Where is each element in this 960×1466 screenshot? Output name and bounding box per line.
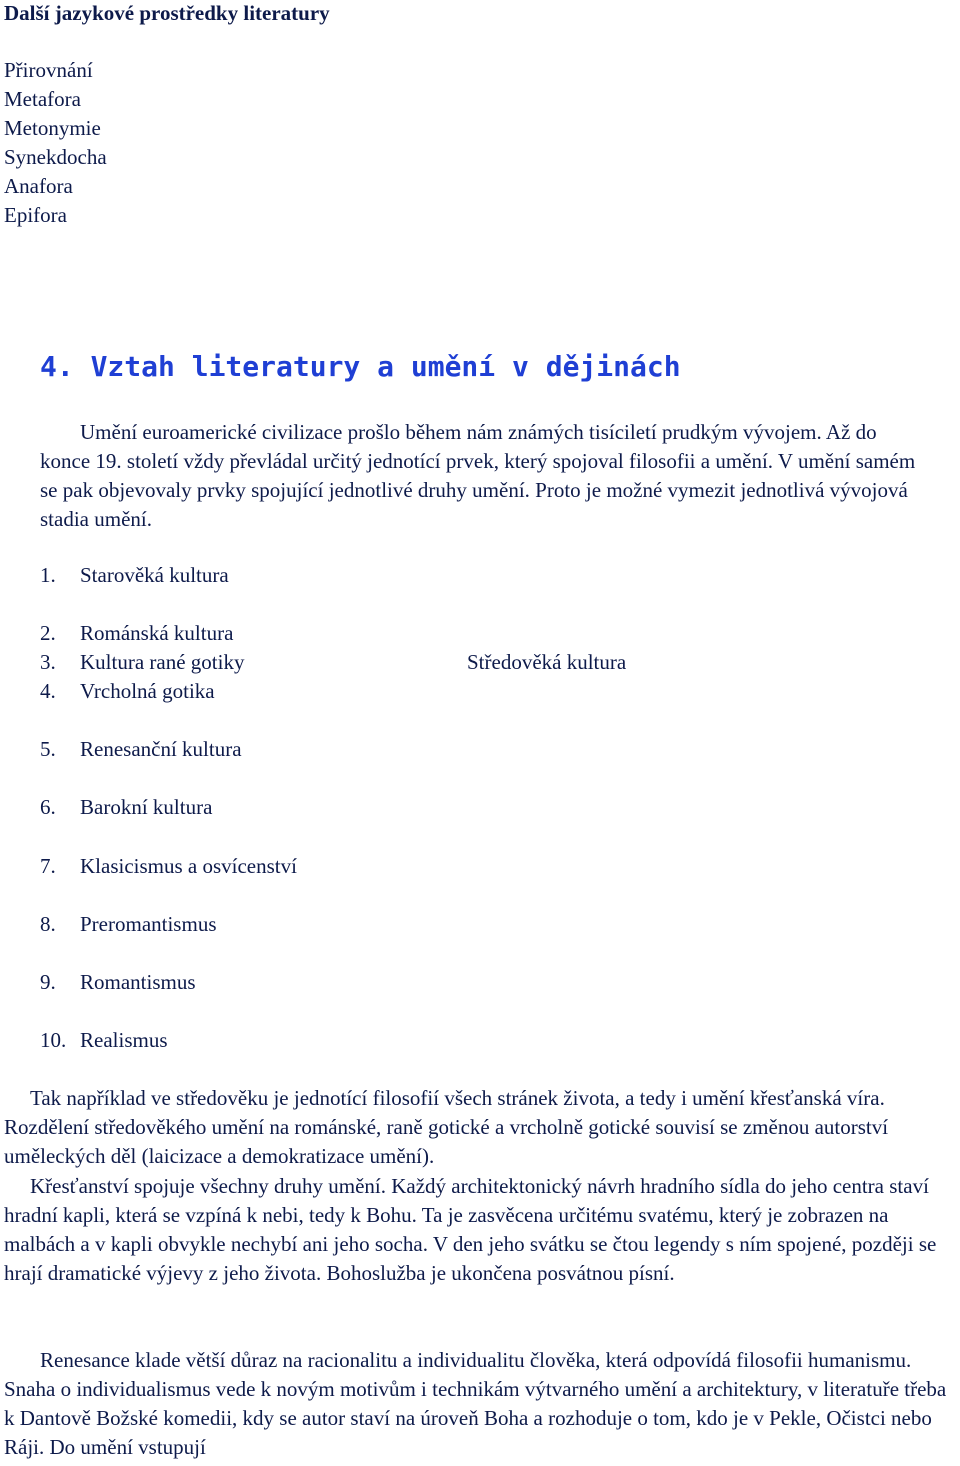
body-paragraph: Křesťanství spojuje všechny druhy umění. Každý architektonický návrh hradního sídla do jeho centra staví hradní kapli, která se vzpíná k nebi, tedy k Bohu. Ta je zasvěcena určitému svatému, který je zobrazen na malbách a v kapli obvykle nechybí ani jeho socha. V den jeho svátku se čtou legendy s ním spojené, později se hrají dramatické výjevy z jeho života. Bohoslužba je ukončena posvátnou písní. <box>4 1174 937 1285</box>
stage-label: Romantismus <box>80 970 196 994</box>
list-item <box>40 852 297 881</box>
stage-number: 9. <box>40 970 56 994</box>
list-item <box>40 793 212 822</box>
list-item <box>40 968 196 997</box>
stage-number: 10. <box>40 1028 67 1052</box>
body-paragraph: Tak například ve středověku je jednotící filosofií všech stránek života, a tedy i umění křesťanská víra. Rozdělení středověkého umění na románské, raně gotické a vrcholně gotické souvisí se změnou autorství uměleckých děl (laicizace a demokratizace umění). <box>4 1086 889 1168</box>
stage-label: Renesanční kultura <box>80 737 242 761</box>
list-item: Metafora <box>4 87 81 111</box>
list-item <box>40 619 233 648</box>
stage-label: Klasicismus a osvícenství <box>80 854 297 878</box>
stage-label: Románská kultura <box>80 621 234 645</box>
list-item <box>40 1026 168 1055</box>
list-item <box>40 735 242 764</box>
stage-number: 3. <box>40 650 56 674</box>
list-item: Metonymie <box>4 116 101 140</box>
stage-number: 4. <box>40 679 56 703</box>
document-title: Další jazykové prostředky literatury <box>4 1 330 25</box>
section-heading: 4. Vztah literatury a umění v dějinách <box>40 350 681 383</box>
stage-number: 5. <box>40 737 56 761</box>
stage-number: 6. <box>40 795 56 819</box>
stage-label: Starověká kultura <box>80 563 229 587</box>
list-item <box>40 677 215 706</box>
intro-paragraph <box>40 418 920 534</box>
stage-label: Kultura rané gotiky <box>80 650 245 674</box>
list-item: Přirovnání <box>4 58 93 82</box>
stage-number: 1. <box>40 563 56 587</box>
figures-list <box>4 56 107 230</box>
medieval-culture-label: Středověká kultura <box>467 650 627 674</box>
stage-number: 7. <box>40 854 56 878</box>
stage-label: Barokní kultura <box>80 795 213 819</box>
list-item <box>40 648 244 677</box>
stage-label: Realismus <box>80 1028 168 1052</box>
list-item: Epifora <box>4 203 67 227</box>
list-item <box>40 561 229 590</box>
stage-number: 8. <box>40 912 56 936</box>
list-item: Synekdocha <box>4 145 107 169</box>
list-item <box>40 910 217 939</box>
intro-text: Umění euroamerické civilizace prošlo během nám známých tisíciletí prudkým vývojem. Až do konce 19. století vždy převládal určitý jednotící prvek, který spojoval filosofii a umění. V umění samém se pak objevovaly prvky spojující jednotlivé druhy umění. Proto je možné vymezit jednotlivá vývojová stadia umění. <box>40 420 916 531</box>
stage-number: 2. <box>40 621 56 645</box>
stage-label: Preromantismus <box>80 912 217 936</box>
list-item: Anafora <box>4 174 73 198</box>
body-paragraph: Renesance klade větší důraz na racionalitu a individualitu člověka, která odpovídá filosofii humanismu. Snaha o individualismus vede k novým motivům i technikám výtvarného umění a architektury, v literatuře třeba k Dantově Božské komedii, kdy se autor staví na úroveň Boha a rozhoduje o tom, kdo je v Pekle, Očistci nebo Ráji. Do umění vstupují <box>4 1348 947 1459</box>
stage-label: Vrcholná gotika <box>80 679 215 703</box>
